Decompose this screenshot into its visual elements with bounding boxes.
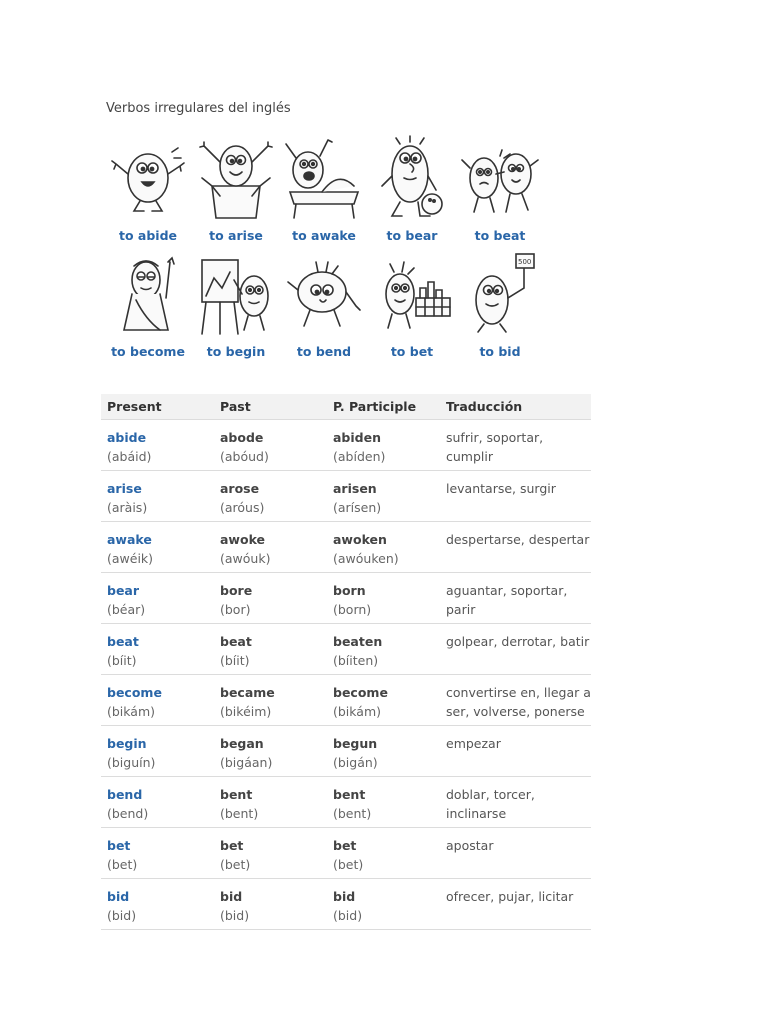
verb-card <box>456 134 544 250</box>
pronunciation: (awéik) <box>107 551 154 566</box>
pronunciation: (bent) <box>333 806 372 821</box>
verb-caption: to arise <box>209 228 263 243</box>
participle-cell <box>327 471 440 522</box>
participle-cell <box>327 420 440 471</box>
translation-cell: convertirse en, llegar a ser, volverse, ponerse <box>440 675 591 726</box>
arise-illustration-icon <box>194 134 278 222</box>
pronunciation: (bigán) <box>333 755 378 770</box>
participle-word: arisen <box>333 481 377 496</box>
verb-card <box>104 134 192 250</box>
translation-cell: apostar <box>440 828 591 879</box>
past-cell <box>214 420 327 471</box>
present-word[interactable]: beat <box>107 634 139 649</box>
pronunciation: (bid) <box>333 908 363 923</box>
begin-illustration-icon <box>194 250 278 338</box>
present-word[interactable]: awake <box>107 532 152 547</box>
past-word: began <box>220 736 264 751</box>
past-word: arose <box>220 481 260 496</box>
participle-cell <box>327 675 440 726</box>
pronunciation: (bíit) <box>107 653 137 668</box>
participle-cell <box>327 879 440 930</box>
participle-word: abiden <box>333 430 381 445</box>
present-cell <box>101 471 214 522</box>
present-cell <box>101 879 214 930</box>
verb-card <box>456 250 544 366</box>
participle-word: born <box>333 583 366 598</box>
present-cell <box>101 573 214 624</box>
table-row <box>101 726 591 777</box>
pronunciation: (bor) <box>220 602 251 617</box>
verb-card <box>104 250 192 366</box>
table-row <box>101 777 591 828</box>
translation-cell: doblar, torcer, inclinarse <box>440 777 591 828</box>
page-title: Verbos irregulares del inglés <box>106 101 291 116</box>
present-cell <box>101 777 214 828</box>
participle-cell <box>327 573 440 624</box>
verb-caption: to beat <box>474 228 526 243</box>
past-word: abode <box>220 430 264 445</box>
past-word: bid <box>220 889 243 904</box>
participle-word: bent <box>333 787 366 802</box>
translation-cell: golpear, derrotar, batir <box>440 624 591 675</box>
table-row <box>101 675 591 726</box>
present-cell <box>101 420 214 471</box>
past-cell <box>214 522 327 573</box>
past-cell <box>214 777 327 828</box>
header-present: Present <box>101 394 214 420</box>
present-word[interactable]: bid <box>107 889 130 904</box>
present-word[interactable]: bend <box>107 787 143 802</box>
pronunciation: (born) <box>333 602 372 617</box>
present-cell <box>101 675 214 726</box>
participle-cell <box>327 726 440 777</box>
table-header-row <box>101 394 591 420</box>
translation-cell: ofrecer, pujar, licitar <box>440 879 591 930</box>
pronunciation: (awóuk) <box>220 551 271 566</box>
pronunciation: (abóud) <box>220 449 269 464</box>
verb-card <box>368 134 456 250</box>
past-word: awoke <box>220 532 266 547</box>
pronunciation: (aróus) <box>220 500 265 515</box>
verb-caption: to bend <box>296 344 352 359</box>
svg-text:500: 500 <box>518 258 532 266</box>
table-row <box>101 879 591 930</box>
participle-word: become <box>333 685 388 700</box>
past-word: beat <box>220 634 252 649</box>
pronunciation: (bid) <box>107 908 137 923</box>
pronunciation: (aràis) <box>107 500 148 515</box>
pronunciation: (bikéim) <box>220 704 272 719</box>
awake-illustration-icon <box>282 134 366 222</box>
past-cell <box>214 828 327 879</box>
past-cell <box>214 726 327 777</box>
translation-cell: sufrir, soportar, cumplir <box>440 420 591 471</box>
present-word[interactable]: bet <box>107 838 131 853</box>
present-cell <box>101 624 214 675</box>
present-word[interactable]: abide <box>107 430 147 445</box>
present-word[interactable]: become <box>107 685 162 700</box>
pronunciation: (bíit) <box>220 653 250 668</box>
participle-word: begun <box>333 736 378 751</box>
translation-cell: empezar <box>440 726 591 777</box>
pronunciation: (bent) <box>220 806 259 821</box>
pronunciation: (abáid) <box>107 449 152 464</box>
pronunciation: (bigáan) <box>220 755 273 770</box>
translation-cell: levantarse, surgir <box>440 471 591 522</box>
table-row <box>101 420 591 471</box>
past-cell <box>214 471 327 522</box>
past-cell <box>214 624 327 675</box>
participle-word: bid <box>333 889 356 904</box>
pronunciation: (bíiten) <box>333 653 379 668</box>
table-row <box>101 471 591 522</box>
past-word: bent <box>220 787 253 802</box>
pronunciation: (béar) <box>107 602 146 617</box>
present-word[interactable]: begin <box>107 736 147 751</box>
present-word[interactable]: bear <box>107 583 140 598</box>
table-row <box>101 522 591 573</box>
verb-caption: to awake <box>292 228 356 243</box>
verb-caption: to become <box>111 344 185 359</box>
participle-cell <box>327 828 440 879</box>
participle-cell <box>327 522 440 573</box>
verb-illustration-gallery <box>104 134 544 366</box>
past-word: bore <box>220 583 253 598</box>
participle-word: bet <box>333 838 357 853</box>
verb-caption: to abide <box>118 228 177 243</box>
present-word[interactable]: arise <box>107 481 142 496</box>
gallery-row <box>104 250 544 366</box>
present-cell <box>101 522 214 573</box>
pronunciation: (bet) <box>333 857 364 872</box>
past-word: bet <box>220 838 244 853</box>
bend-illustration-icon <box>282 250 366 338</box>
verb-card <box>192 250 280 366</box>
past-cell <box>214 879 327 930</box>
participle-word: awoken <box>333 532 387 547</box>
past-cell <box>214 675 327 726</box>
verb-card <box>280 134 368 250</box>
pronunciation: (biguín) <box>107 755 156 770</box>
participle-cell <box>327 624 440 675</box>
pronunciation: (abíden) <box>333 449 386 464</box>
bear-illustration-icon <box>370 134 454 222</box>
table-row <box>101 573 591 624</box>
verb-caption: to bid <box>479 344 521 359</box>
verb-caption: to bet <box>390 344 434 359</box>
verb-card <box>368 250 456 366</box>
translation-cell: despertarse, despertar <box>440 522 591 573</box>
header-participle: P. Participle <box>327 394 440 420</box>
bid-illustration-icon <box>458 250 542 338</box>
past-cell <box>214 573 327 624</box>
present-cell <box>101 726 214 777</box>
header-past: Past <box>214 394 327 420</box>
verb-caption: to begin <box>206 344 266 359</box>
verb-card <box>192 134 280 250</box>
verb-card <box>280 250 368 366</box>
participle-cell <box>327 777 440 828</box>
translation-cell: aguantar, soportar, parir <box>440 573 591 624</box>
pronunciation: (awóuken) <box>333 551 399 566</box>
bet-illustration-icon <box>370 250 454 338</box>
present-cell <box>101 828 214 879</box>
pronunciation: (bet) <box>220 857 251 872</box>
table-body <box>101 420 591 930</box>
gallery-row <box>104 134 544 250</box>
abide-illustration-icon <box>106 134 190 222</box>
irregular-verbs-table <box>101 394 591 930</box>
participle-word: beaten <box>333 634 383 649</box>
pronunciation: (bend) <box>107 806 149 821</box>
pronunciation: (bid) <box>220 908 250 923</box>
pronunciation: (bikám) <box>107 704 156 719</box>
become-illustration-icon <box>106 250 190 338</box>
header-translation: Traducción <box>440 394 591 420</box>
verb-caption: to bear <box>386 228 438 243</box>
pronunciation: (bikám) <box>333 704 382 719</box>
beat-illustration-icon <box>458 134 542 222</box>
table-row <box>101 624 591 675</box>
table-row <box>101 828 591 879</box>
past-word: became <box>220 685 275 700</box>
pronunciation: (arísen) <box>333 500 382 515</box>
pronunciation: (bet) <box>107 857 138 872</box>
